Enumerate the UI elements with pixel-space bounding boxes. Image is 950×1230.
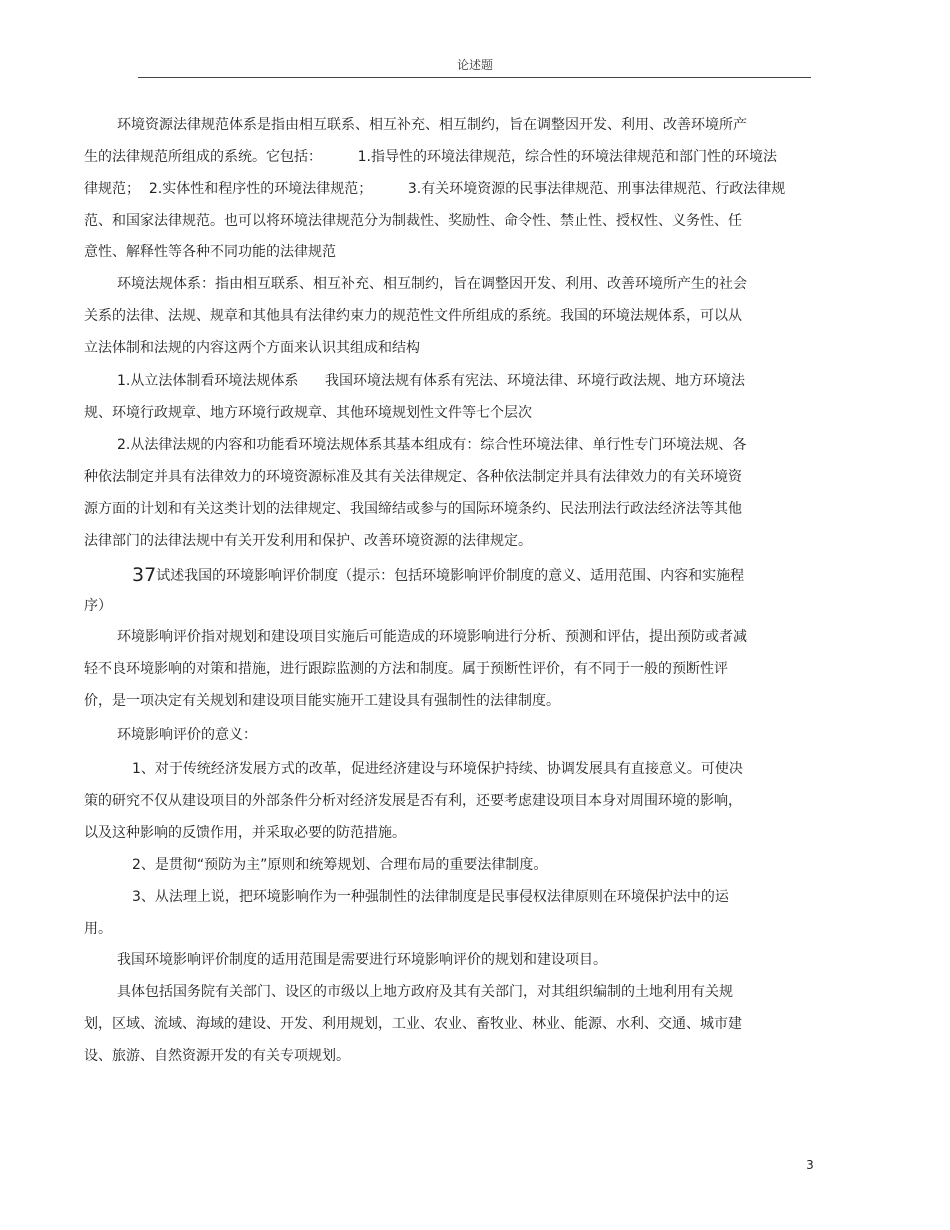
text-line: 关系的法律、法规、规章和其他具有法律约束力的规范性文件所组成的系统。我国的环境法规体系，可以从 [84,308,742,324]
text-line: 具体包括国务院有关部门、设区的市级以上地方政府及其有关部门，对其组织编制的土地利用有关规 [117,984,733,1000]
text-line: 轻不良环境影响的对策和措施，进行跟踪监测的方法和制度。属于预断性评价，有不同于一般的预断性评 [84,661,728,677]
text-line: 法律部门的法律法规中有关开发利用和保护、改善环境资源的法律规定。 [84,533,532,549]
text-line: 环境影响评价指对规划和建设项目实施后可能造成的环境影响进行分析、预测和评估，提出预防或者减 [117,629,747,645]
text-line: 规、环境行政规章、地方环境行政规章、其他环境规划性文件等七个层次 [84,405,532,421]
text-line: 价，是一项决定有关规划和建设项目能实施开工建设具有强制性的法律制度。 [84,693,560,709]
text-line: 环境影响评价的意义： [117,727,257,743]
question-heading [132,565,744,585]
text-line: 1.从立法体制看环境法规体系 我国环境法规有体系有宪法、环境法律、环境行政法规、地方环境法 [117,373,746,389]
text-line: 设、旅游、自然资源开发的有关专项规划。 [84,1048,350,1064]
question-text: 试述我国的环境影响评价制度（提示：包括环境影响评价制度的意义、适用范围、内容和实施程 [156,568,745,584]
text-line: 生的法律规范所组成的系统。它包括： 1.指导性的环境法律规范，综合性的环境法律规范和部门性的环境法 [84,149,777,165]
text-line: 1、对于传统经济发展方式的改革，促进经济建设与环境保护持续、协调发展具有直接意义。可使决 [132,761,743,777]
page-number: 3 [806,1158,814,1172]
page-header-title: 论述题 [456,58,493,72]
text-line: 序） [84,598,112,614]
text-line: 策的研究不仅从建设项目的外部条件分析对经济发展是否有利，还要考虑建设项目本身对周围环境的影响， [84,793,742,809]
text-line: 环境法规体系：指由相互联系、相互补充、相互制约，旨在调整因开发、利用、改善环境所产生的社会 [117,276,747,292]
text-line: 律规范； 2.实体性和程序性的环境法律规范； 3.有关环境资源的民事法律规范、刑事法律规范、行政法律规 [84,181,786,197]
text-line: 范、和国家法律规范。也可以将环境法律规范分为制裁性、奖励性、命令性、禁止性、授权性、义务性、任 [84,213,742,229]
text-line: 我国环境影响评价制度的适用范围是需要进行环境影响评价的规划和建设项目。 [117,952,607,968]
text-line: 环境资源法律规范体系是指由相互联系、相互补充、相互制约，旨在调整因开发、利用、改善环境所产 [117,117,747,133]
text-line: 2.从法律法规的内容和功能看环境法规体系其基本组成有：综合性环境法律、单行性专门环境法规、各 [117,437,747,453]
question-number: 37 [132,564,157,586]
text-line: 用。 [84,921,112,937]
text-line: 意性、解释性等各种不同功能的法律规范 [84,244,336,260]
text-line: 3、从法理上说，把环境影响作为一种强制性的法律制度是民事侵权法律原则在环境保护法中的运 [132,889,729,905]
text-line: 2、是贯彻“预防为主”原则和统筹规划、合理布局的重要法律制度。 [132,857,548,873]
header-divider [138,77,811,78]
text-line: 立法体制和法规的内容这两个方面来认识其组成和结构 [84,340,420,356]
text-line: 种依法制定并具有法律效力的环境资源标准及其有关法律规定、各种依法制定并具有法律效力的有关环境资 [84,469,742,485]
text-line: 以及这种影响的反馈作用，并采取必要的防范措施。 [84,825,406,841]
text-line: 源方面的计划和有关这类计划的法律规定、我国缔结或参与的国际环境条约、民法刑法行政法经济法等其他 [84,501,742,517]
text-line: 划，区域、流域、海域的建设、开发、利用规划，工业、农业、畜牧业、林业、能源、水利、交通、城市建 [84,1016,742,1032]
